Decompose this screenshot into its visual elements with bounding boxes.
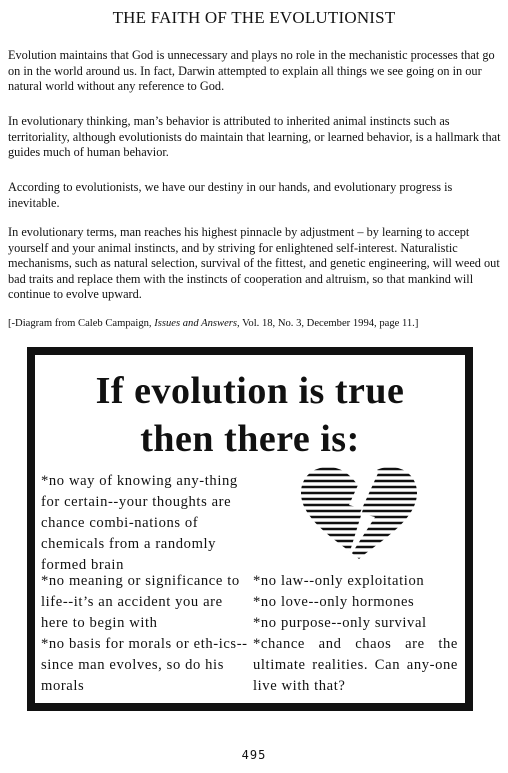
- claim-no-law: *no law--only exploitation: [253, 573, 425, 589]
- claim-no-meaning: *no meaning or significance to life--it’s an accident you are here to begin with: [41, 573, 240, 631]
- poster-headline-line2: then there is:: [140, 418, 360, 460]
- poster-box: [27, 347, 473, 711]
- paragraph-destiny: According to evolutionists, we have our destiny in our hands, and evolutionary progress is inevitable.: [8, 180, 453, 210]
- page-number: 495: [241, 748, 267, 762]
- claim-no-knowing: *no way of knowing any-thing for certain--your thoughts are chance combi-nations of chemicals from a randomly formed brain: [41, 473, 238, 573]
- paragraph-behavior: In evolutionary thinking, man’s behavior is attributed to inherited animal instincts such as territoriality, although evolutionists do maintain that learning, or learned behavior, is a hallmark that guides much of human behavior.: [8, 114, 501, 160]
- paragraph-intro: Evolution maintains that God is unnecessary and plays no role in the mechanistic processes that go on in the world around us. In fact, Darwin attempted to explain all things we see going on in our natural world without any reference to God.: [8, 48, 495, 94]
- broken-heart-icon: [297, 465, 421, 561]
- claim-no-love: *no love--only hormones: [253, 594, 415, 610]
- diagram-caption: [8, 318, 504, 329]
- claim-no-purpose: *no purpose--only survival: [253, 615, 427, 631]
- page-title: THE FAITH OF THE EVOLUTIONIST: [112, 8, 396, 27]
- poster-headline-line1: If evolution is true: [95, 370, 405, 412]
- caption-prefix: [-Diagram from Caleb Campaign,: [8, 318, 155, 329]
- caption-source: Issues and Answers,: [154, 318, 240, 329]
- claim-chance-chaos: *chance and chaos are the ultimate realities. Can any-one live with that?: [253, 636, 458, 694]
- paragraph-pinnacle: In evolutionary terms, man reaches his highest pinnacle by adjustment – by learning to accept yourself and your animal instincts, and by striving for enlightened self-interest. Naturalistic mechanisms, such as natural selection, survival of the fittest, and genetic engineering, will weed out bad traits and replace them with the instincts of cooperation and altruism, so that mankind will continue to evolve upward.: [8, 225, 500, 302]
- claim-no-morals: *no basis for morals or eth-ics--since man evolves, so do his morals: [41, 636, 248, 694]
- caption-suffix: Vol. 18, No. 3, December 1994, page 11.]: [239, 318, 419, 329]
